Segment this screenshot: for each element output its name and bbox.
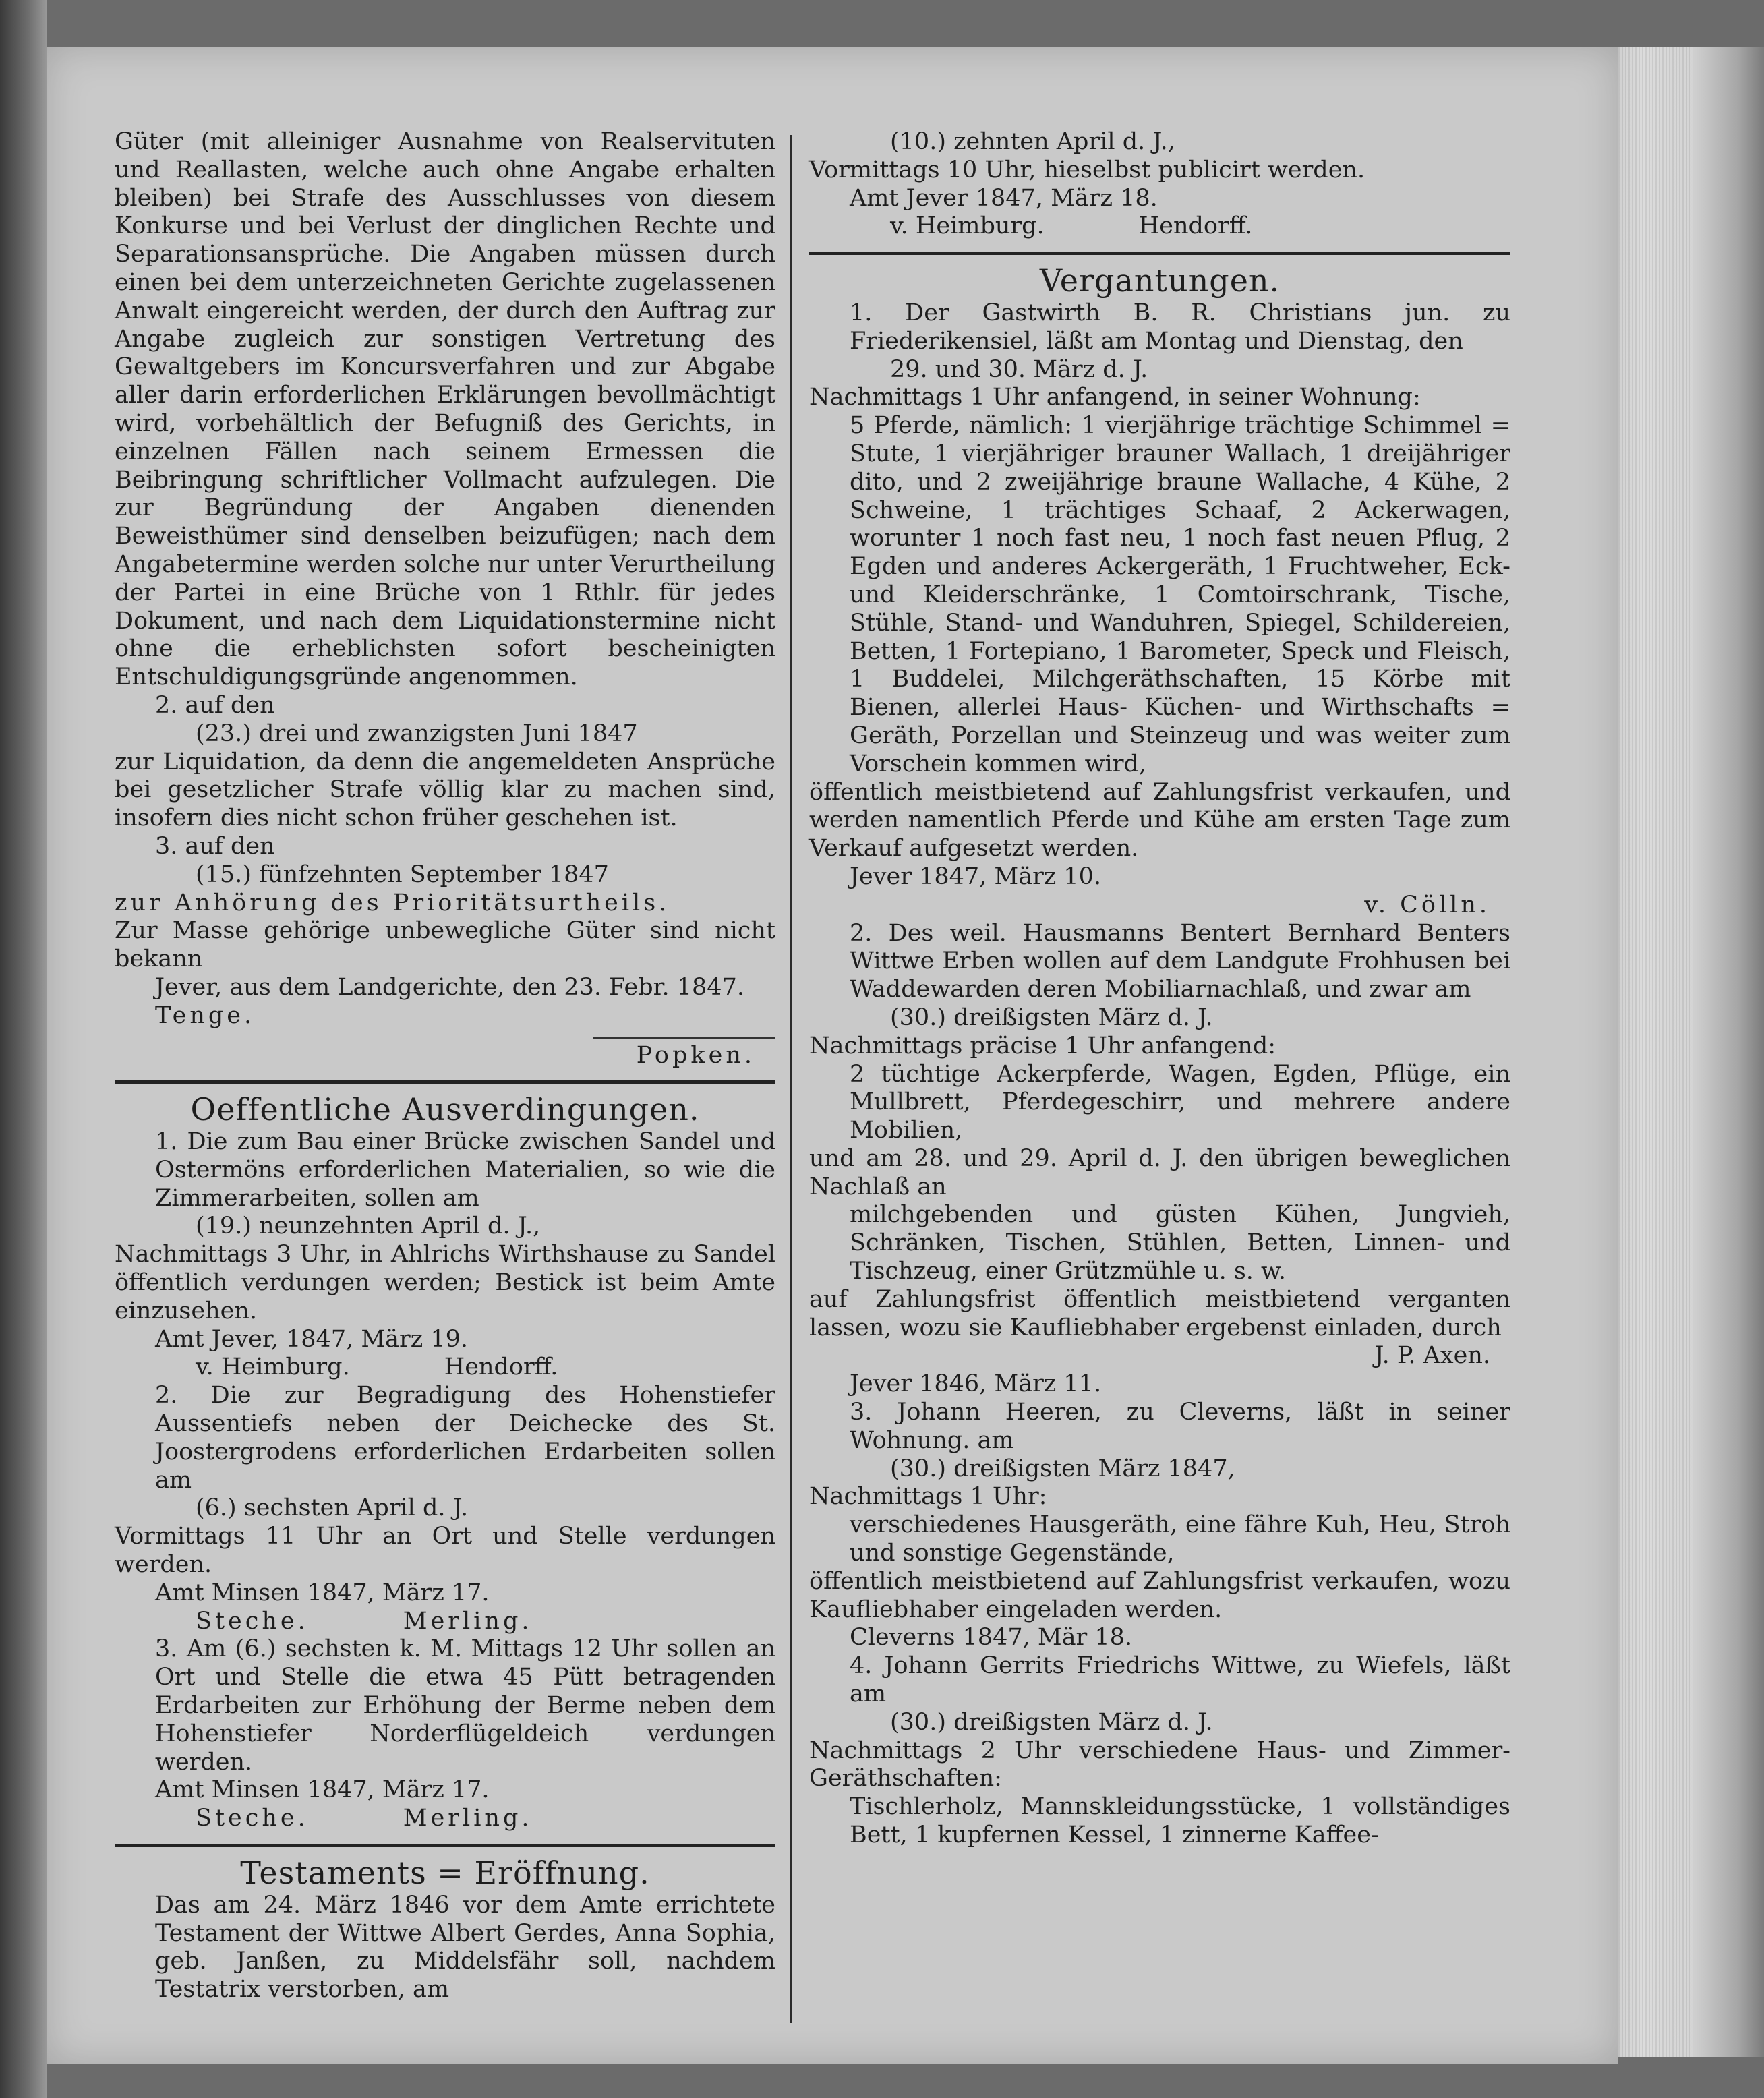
left-column <box>115 128 775 2004</box>
auction-3-place: Cleverns 1847, Mär 18. <box>850 1624 1133 1652</box>
auction-2-date: (30.) dreißigsten März d. J. <box>890 1003 1213 1031</box>
section-heading: Oeffentliche Ausverdingungen. <box>190 1091 700 1128</box>
auction-1-text: 1. Der Gastwirth B. R. Christians jun. zu Friederikensiel, läßt am Montag und Dienstag, den <box>850 299 1510 355</box>
section-divider <box>809 252 1510 255</box>
signature-rule <box>593 1037 775 1039</box>
auction-2-sig: J. P. Axen. <box>1374 1342 1490 1370</box>
auction-2-text3: auf Zahlungsfrist öffentlich meistbietend verganten lassen, wozu sie Kaufliebhaber ergebenst einladen, durch <box>809 1285 1510 1341</box>
testament-text: Das am 24. März 1846 vor dem Amte errichtete Testament der Wittwe Albert Gerdes, Anna Sophia, geb. Janßen, zu Middelsfähr soll, nachdem Testatrix verstorben, am <box>155 1891 775 2004</box>
signature-tenge: Tenge. <box>155 1001 256 1029</box>
entry-3-place: Amt Minsen 1847, März 17. <box>155 1776 490 1804</box>
auction-1-text2: öffentlich meistbietend auf Zahlungsfrist verkaufen, und werden namentlich Pferde und Kühe am ersten Tage zum Verkauf aufgesetzt werden. <box>809 778 1510 863</box>
item2-date: (23.) drei und zwanzigsten Juni 1847 <box>196 720 638 747</box>
signature-popken: Popken. <box>636 1041 755 1069</box>
column-divider <box>790 135 792 2023</box>
top-sig2: Hendorff. <box>1138 212 1253 240</box>
continuation-paragraph: Güter (mit alleiniger Ausnahme von Realservituten und Reallasten, welche auch ohne Angabe erhalten bleiben) bei Strafe des Ausschlusses von diesem Konkurse und bei Verlust der dinglichen Rechte und Separationsansprüche. Die Angaben müssen durch einen bei dem unterzeichneten Gerichte zugelassenen Anwalt eingereicht werden, der durch den Auftrag zur Angabe zugleich zur sonstigen Vertretung des Gewaltgebers im Koncursverfahren und zur Abgabe aller darin erforderlichen Erklärungen bevollmächtigt wird, vorbehältlich der Befugniß des Gerichts, in einzelnen Fällen nach seinem Ermessen die Beibringung schriftlicher Vollmacht aufzulegen. Die zur Begründung der Angaben dienenden Beweisthümer sind denselben beizufügen; nach dem Angabetermine werden solche nur unter Verurtheilung der Partei in eine Brüche von 1 Rthlr. für jedes Dokument, und nach dem Liquidationstermine nicht ohne die erheblichsten sofort bescheinigten Entschuldigungsgründe angenommen. <box>115 128 775 691</box>
auction-2-place: Jever 1846, März 11. <box>850 1370 1102 1398</box>
right-column <box>809 128 1510 1850</box>
auction-2-time: Nachmittags präcise 1 Uhr anfangend: <box>809 1032 1276 1059</box>
auction-2-items: 2 tüchtige Ackerpferde, Wagen, Egden, Pflüge, ein Mullbrett, Pferdegeschirr, und mehrere andere Mobilien, <box>850 1060 1510 1144</box>
top-date: (10.) zehnten April d. J., <box>890 128 1175 155</box>
auction-4-time: Nachmittags 2 Uhr verschiedene Haus- und Zimmer-Geräthschaften: <box>809 1737 1510 1793</box>
entry-2-date: (6.) sechsten April d. J. <box>196 1494 469 1522</box>
entry-3-sig2: Merling. <box>403 1805 533 1832</box>
section-vergantungen <box>809 262 1510 1850</box>
entry-1-date: (19.) neunzehnten April d. J., <box>196 1213 541 1240</box>
entry-1-text: 1. Die zum Bau einer Brücke zwischen Sandel und Ostermöns erforderlichen Materialien, so wie die Zimmerarbeiten, sollen am <box>155 1128 775 1212</box>
item3-date: (15.) fünfzehnten September 1847 <box>196 861 609 888</box>
auction-1-dates: 29. und 30. März d. J. <box>890 355 1148 383</box>
auction-3-text2: öffentlich meistbietend auf Zahlungsfrist verkaufen, wozu Kaufliebhaber eingeladen werden. <box>809 1567 1510 1623</box>
section-divider <box>115 1080 775 1084</box>
top-sig1: v. Heimburg. <box>890 212 1045 240</box>
section-heading: Vergantungen. <box>1039 262 1281 299</box>
item3-text: zur Anhörung des Prioritätsurtheils. <box>115 889 670 916</box>
auction-1-time: Nachmittags 1 Uhr anfangend, in seiner Wohnung: <box>809 384 1421 411</box>
previous-page-edge <box>0 0 47 2098</box>
entry-1-sig2: Hendorff. <box>444 1353 558 1381</box>
item2-label: 2. auf den <box>155 691 275 719</box>
entry-2-text: 2. Die zur Begradigung des Hohenstiefer Aussentiefs neben der Deichecke des St. Joostergrodens erforderlichen Erdarbeiten sollen am <box>155 1382 775 1494</box>
closing-text: Zur Masse gehörige unbewegliche Güter sind nicht bekann <box>115 917 775 973</box>
auction-1-place: Jever 1847, März 10. <box>850 863 1102 890</box>
section-testaments <box>115 1855 775 2004</box>
section-heading: Testaments = Eröffnung. <box>240 1855 650 1892</box>
entry-2-sig1: Steche. <box>196 1607 309 1635</box>
entry-2-place: Amt Minsen 1847, März 17. <box>155 1579 490 1606</box>
auction-3-text: 3. Johann Heeren, zu Cleverns, läßt in seiner Wohnung. am <box>850 1399 1510 1454</box>
top-place: Amt Jever 1847, März 18. <box>850 184 1158 212</box>
entry-2-text2: Vormittags 11 Uhr an Ort und Stelle verdungen werden. <box>115 1523 775 1579</box>
auction-2-text2: und am 28. und 29. April d. J. den übrigen beweglichen Nachlaß an <box>809 1144 1510 1200</box>
auction-3-time: Nachmittags 1 Uhr: <box>809 1483 1047 1511</box>
auction-1-sig: v. Cölln. <box>1364 891 1490 919</box>
auction-3-date: (30.) dreißigsten März 1847, <box>890 1455 1235 1482</box>
auction-1-items: 5 Pferde, nämlich: 1 vierjährige trächtige Schimmel = Stute, 1 vierjähriger brauner Wallach, 1 dreijähriger dito, und 2 zweijährige braune Wallache, 4 Kühe, 2 Schweine, 1 trächtiges Schaaf, 2 Ackerwagen, worunter 1 noch fast neu, 1 noch fast neuen Pflug, 2 Egden und anderes Ackergeräth, 1 Fruchtweher, Eck- und Kleiderschränke, 1 Comtoirschrank, Tische, Stühle, Stand- und Wanduhren, Spiegel, Schildereien, Betten, 1 Fortepiano, 1 Barometer, Speck und Fleisch, 1 Buddelei, Milchgeräthschaften, 15 Körbe mit Bienen, allerlei Haus- Küchen- und Wirthschafts = Geräth, Porzellan und Steinzeug und was weiter zum Vorschein kommen wird, <box>850 412 1510 778</box>
auction-4-text: 4. Johann Gerrits Friedrichs Wittwe, zu Wiefels, läßt am <box>850 1652 1510 1708</box>
entry-1-sig1: v. Heimburg. <box>196 1353 350 1381</box>
item3-label: 3. auf den <box>155 832 275 860</box>
newspaper-page <box>47 47 1618 2064</box>
auction-3-items: verschiedenes Hausgeräth, eine fähre Kuh, Heu, Stroh und sonstige Gegenstände, <box>850 1511 1510 1567</box>
entry-3-text: 3. Am (6.) sechsten k. M. Mittags 12 Uhr sollen an Ort und Stelle die etwa 45 Pütt betragenden Erdarbeiten zur Erhöhung der Berme neben dem Hohenstiefer Norderflügeldeich verdungen werden. <box>155 1635 775 1776</box>
entry-1-text2: Nachmittags 3 Uhr, in Ahlrichs Wirthshause zu Sandel öffentlich verdungen werden; Bestick ist beim Amte einzusehen. <box>115 1241 775 1324</box>
section-divider <box>115 1844 775 1847</box>
auction-2-text: 2. Des weil. Hausmanns Bentert Bernhard Benters Wittwe Erben wollen auf dem Landgute Frohhusen bei Waddewarden deren Mobiliarnachlaß, und zwar am <box>850 919 1510 1003</box>
top-text: Vormittags 10 Uhr, hieselbst publicirt werden. <box>809 156 1365 183</box>
entry-1-place: Amt Jever, 1847, März 19. <box>155 1325 469 1353</box>
auction-4-items: Tischlerholz, Mannskleidungsstücke, 1 vollständiges Bett, 1 kupfernen Kessel, 1 zinnerne Kaffee- <box>850 1793 1510 1849</box>
auction-4-date: (30.) dreißigsten März d. J. <box>890 1708 1213 1736</box>
entry-3-sig1: Steche. <box>196 1805 309 1832</box>
entry-2-sig2: Merling. <box>403 1607 533 1635</box>
item2-text: zur Liquidation, da denn die angemeldeten Ansprüche bei gesetzlicher Strafe völlig klar zu machen sind, insofern dies nicht schon früher geschehen ist. <box>115 748 775 832</box>
place-date: Jever, aus dem Landgerichte, den 23. Febr. 1847. <box>155 973 744 1001</box>
section-ausverdingungen <box>115 1091 775 1833</box>
auction-2-items2: milchgebenden und güsten Kühen, Jungvieh, Schränken, Tischen, Stühlen, Betten, Linnen- und Tischzeug, einer Grützmühle u. s. w. <box>850 1201 1510 1285</box>
